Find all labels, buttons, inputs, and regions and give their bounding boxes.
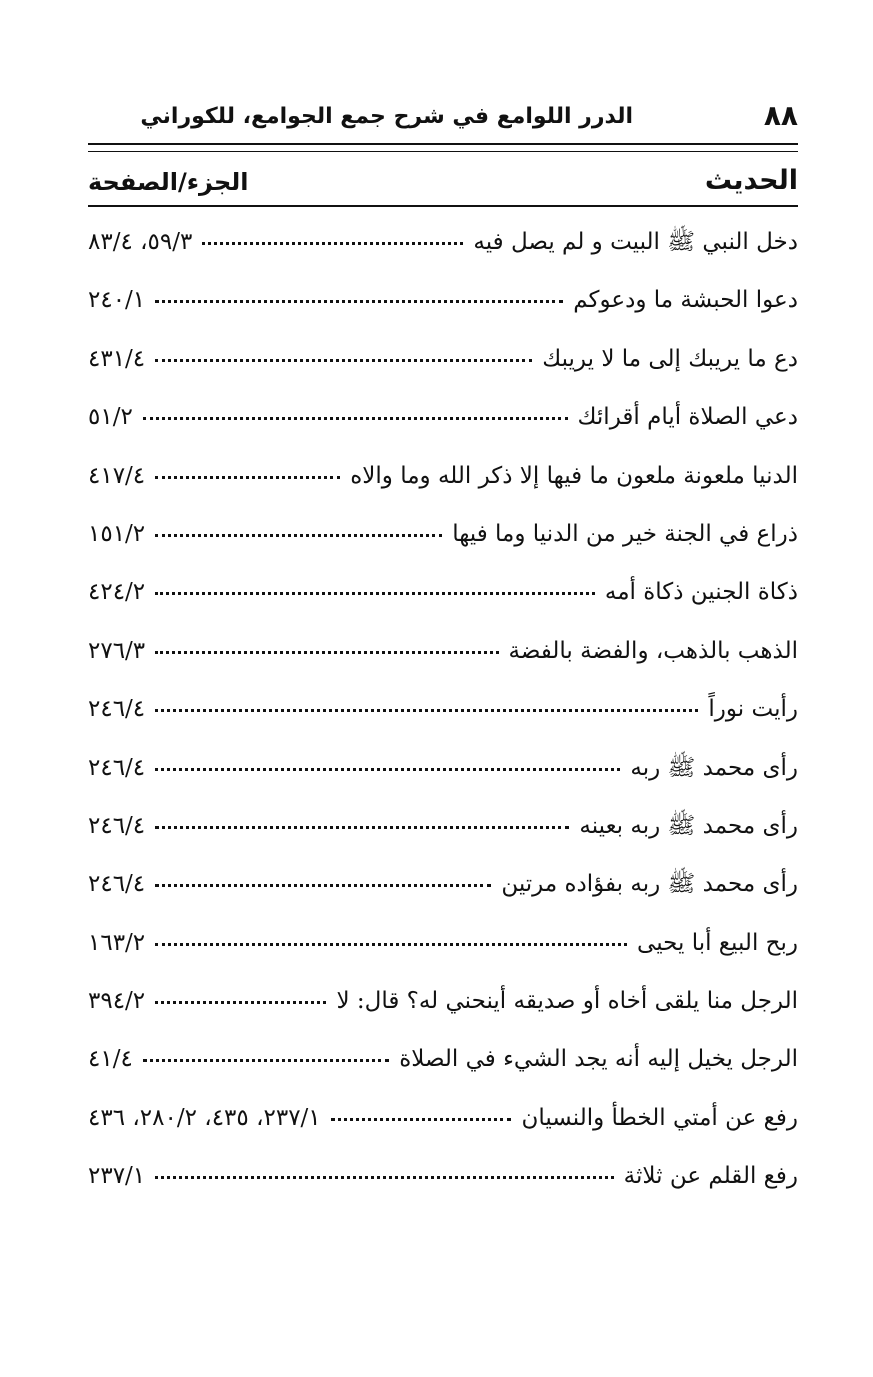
volume-page-ref: ٤٢٤/٢ [88, 579, 146, 606]
dot-leader [143, 397, 568, 420]
hadith-text: رأيت نوراً [708, 696, 798, 723]
dot-leader [155, 280, 563, 303]
hadith-text: رفع عن أمتي الخطأ والنسيان [521, 1104, 798, 1131]
hadith-text: دعي الصلاة أيام أقرائك [577, 404, 798, 431]
volume-page-ref: ٣٩٤/٢ [88, 988, 146, 1015]
dot-leader [155, 572, 595, 595]
dot-leader [202, 222, 463, 245]
volume-page-ref: ٢٤٦/٤ [88, 696, 146, 723]
list-item [88, 687, 798, 745]
volume-page-ref: ٢٣٧/١ [88, 1163, 146, 1190]
hadith-text: ذكاة الجنين ذكاة أمه [604, 579, 798, 606]
list-item [88, 337, 798, 395]
dot-leader [155, 514, 442, 537]
hadith-text: رفع القلم عن ثلاثة [623, 1163, 798, 1190]
header-rule-thick [88, 143, 798, 145]
dot-leader [155, 923, 627, 946]
volume-page-ref: ٥٩/٣، ٨٣/٤ [88, 229, 193, 255]
list-item [88, 1096, 798, 1154]
hadith-text: دع ما يريبك إلى ما لا يريبك [542, 345, 798, 372]
list-item [88, 512, 798, 570]
header-rule-thin [88, 151, 798, 152]
hadith-text: رأى محمد ﷺ ربه [630, 754, 798, 781]
hadith-text: ربح البيع أبا يحيى [637, 929, 798, 956]
hadith-text: رأى محمد ﷺ ربه بفؤاده مرتين [501, 871, 798, 898]
list-item [88, 979, 798, 1037]
hadith-text: الرجل يخيل إليه أنه يجد الشيء في الصلاة [399, 1046, 798, 1073]
dot-leader [155, 1156, 614, 1179]
column-header [88, 162, 798, 202]
hadith-text: الرجل منا يلقى أخاه أو صديقه أينحني له؟ قال: لا [336, 988, 798, 1015]
dot-leader [155, 748, 620, 771]
list-item [88, 570, 798, 628]
list-item [88, 1037, 798, 1095]
dot-leader [155, 456, 340, 479]
column-title-hadith: الحديث [704, 165, 798, 196]
volume-page-ref: ٢٤٠/١ [88, 287, 146, 314]
volume-page-ref: ٢٤٦/٤ [88, 871, 146, 898]
hadith-text: رأى محمد ﷺ ربه بعينه [579, 812, 798, 839]
hadith-text: الدنيا ملعونة ملعون ما فيها إلا ذكر الله وما والاه [350, 462, 798, 489]
dot-leader [155, 864, 491, 887]
volume-page-ref: ٤١/٤ [88, 1046, 133, 1073]
dot-leader [155, 631, 498, 654]
hadith-text: ذراع في الجنة خير من الدنيا وما فيها [452, 520, 798, 547]
dot-leader [331, 1098, 512, 1121]
volume-page-ref: ٢٤٦/٤ [88, 754, 146, 781]
volume-page-ref: ١٦٣/٢ [88, 929, 146, 956]
book-title: الدرر اللوامع في شرح جمع الجوامع، للكوراني [140, 104, 633, 129]
dot-leader [143, 1039, 389, 1062]
hadith-text: الذهب بالذهب، والفضة بالفضة [508, 637, 798, 664]
volume-page-ref: ١٥١/٢ [88, 520, 146, 547]
dot-leader [155, 689, 698, 712]
hadith-index-list [88, 220, 798, 1213]
list-item [88, 454, 798, 512]
list-item [88, 629, 798, 687]
column-title-volume-page: الجزء/الصفحة [88, 168, 249, 196]
list-item [88, 1154, 798, 1212]
list-item [88, 278, 798, 336]
volume-page-ref: ٢٤٦/٤ [88, 812, 146, 839]
volume-page-ref: ٤١٧/٤ [88, 462, 146, 489]
list-item [88, 804, 798, 862]
volume-page-ref: ٢٣٧/١، ٤٣٥، ٢٨٠/٢، ٤٣٦ [88, 1104, 321, 1131]
list-item [88, 746, 798, 804]
list-item [88, 862, 798, 920]
volume-page-ref: ٢٧٦/٣ [88, 637, 146, 664]
dot-leader [155, 981, 326, 1004]
volume-page-ref: ٥١/٢ [88, 404, 133, 431]
column-header-rule [88, 205, 798, 207]
running-head [88, 98, 798, 138]
list-item [88, 220, 798, 278]
list-item [88, 395, 798, 453]
hadith-text: دعوا الحبشة ما ودعوكم [573, 287, 798, 314]
hadith-text: دخل النبي ﷺ البيت و لم يصل فيه [473, 229, 798, 255]
volume-page-ref: ٤٣١/٤ [88, 345, 146, 372]
page-number: ٨٨ [763, 99, 798, 132]
dot-leader [155, 339, 532, 362]
list-item [88, 921, 798, 979]
dot-leader [155, 806, 569, 829]
